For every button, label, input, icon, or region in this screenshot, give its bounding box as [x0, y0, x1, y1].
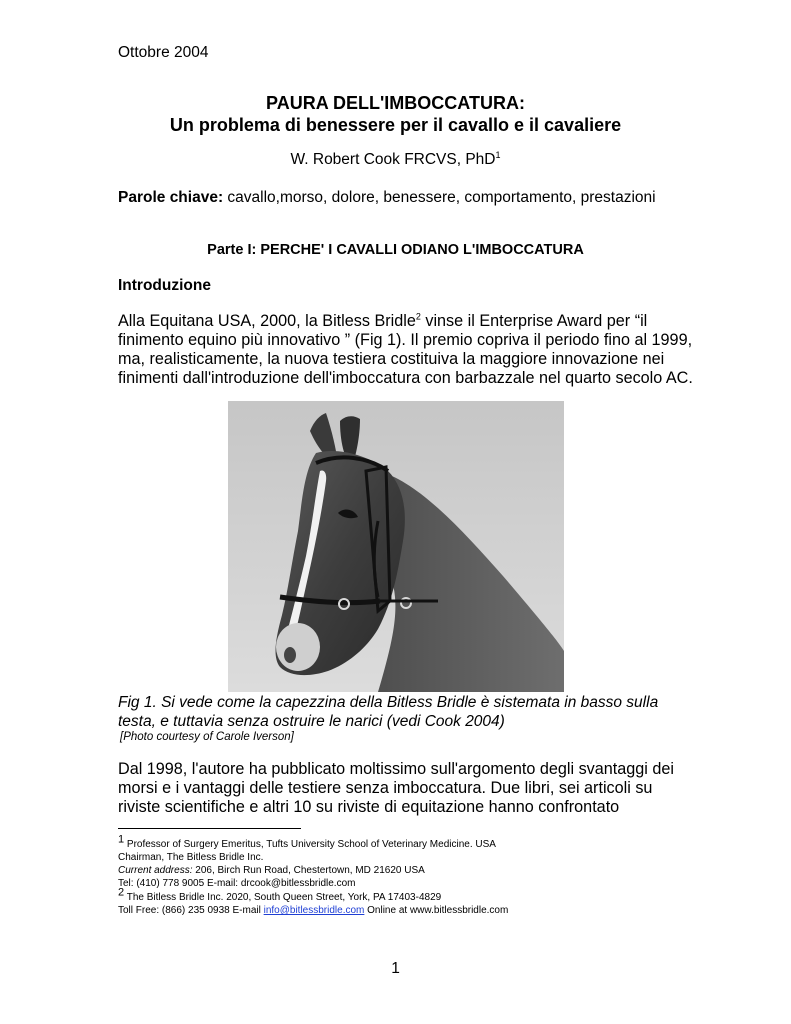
- footnote-1-line-2: Chairman, The Bitless Bridle Inc.: [118, 852, 264, 863]
- page-number: 1: [391, 960, 400, 977]
- footnote-1-line-1: 1 Professor of Surgery Emeritus, Tufts University School of Veterinary Medicine. USA: [118, 833, 496, 850]
- footnote-1-line-3: Current address: 206, Birch Run Road, Chestertown, MD 21620 USA: [118, 865, 425, 876]
- author-footnote-mark: 1: [495, 149, 501, 160]
- footnote-2-line-1: 2 The Bitless Bridle Inc. 2020, South Queen Street, York, PA 17403-4829: [118, 886, 442, 903]
- title-line-2: Un problema di benessere per il cavallo e il cavaliere: [169, 115, 622, 135]
- paragraph-1-line-1: Alla Equitana USA, 2000, la Bitless Bridle$^2$ vinse il Enterprise Award per “il: [118, 311, 648, 330]
- address-label: Current address:: [118, 865, 193, 876]
- email-link[interactable]: info@bitlessbridle.com: [263, 905, 365, 916]
- paragraph-2-line-3: riviste scientifiche e altri 10 su riviste di equitazione hanno confrontato: [118, 798, 620, 816]
- author-line: [0, 151, 791, 169]
- paragraph-2-line-2: morsi e i vantaggi delle testiere senza imboccatura. Due libri, sei articoli su: [118, 779, 653, 797]
- paragraph-2-line-1: Dal 1998, l'autore ha pubblicato moltissimo sull'argomento degli svantaggi dei: [118, 760, 674, 778]
- paragraph-1-line-3: ma, realisticamente, la nuova testiera costituiva la maggiore innovazione nei: [118, 350, 665, 368]
- photo-credit: [Photo courtesy of Carole Iverson]: [120, 731, 294, 743]
- figure-caption-line-2: testa, e tuttavia senza ostruire le narici (vedi Cook 2004): [118, 713, 505, 730]
- horse-photo: [228, 401, 564, 692]
- author-name: W. Robert Cook FRCVS, PhD: [290, 151, 496, 168]
- section-heading: Introduzione: [118, 277, 211, 294]
- figure-caption-line-1: Fig 1. Si vede come la capezzina della Bitless Bridle è sistemata in basso sulla: [118, 694, 659, 711]
- footnote-1: [118, 833, 496, 890]
- footnote-2-mark: 2: [118, 886, 125, 899]
- footnote-divider: [118, 828, 301, 829]
- footnote-2-line-2: Toll Free: (866) 235 0938 E-mail info@bitlessbridle.com Online at www.bitlessbridle.com: [118, 905, 509, 916]
- paragraph-1-footnote-mark: 2: [415, 311, 421, 322]
- figure-caption: [118, 693, 658, 731]
- footnote-1-line-4: Tel: (410) 778 9005 E-mail: drcook@bitlessbridle.com: [118, 878, 356, 889]
- keywords-text: cavallo,morso, dolore, benessere, comportamento, prestazioni: [223, 189, 656, 206]
- document-date: Ottobre 2004: [118, 44, 209, 61]
- keywords-line: [118, 189, 656, 207]
- title-line-1: PAURA DELL'IMBOCCATURA:: [266, 93, 525, 113]
- part-heading: Parte I: PERCHE' I CAVALLI ODIANO L'IMBOCCATURA: [207, 242, 584, 258]
- footnote-1-mark: 1: [118, 833, 125, 846]
- paragraph-1: [118, 312, 693, 388]
- paragraph-1-line-4: finimenti dall'introduzione dell'imboccatura con barbazzale nel quarto secolo AC.: [118, 369, 693, 387]
- footnote-2: [118, 886, 509, 917]
- keywords-label: Parole chiave:: [118, 189, 224, 206]
- paragraph-1-line-2: finimento equino più innovativo ” (Fig 1). Il premio copriva il periodo fino al 1999,: [118, 331, 693, 349]
- paragraph-2: [118, 760, 674, 817]
